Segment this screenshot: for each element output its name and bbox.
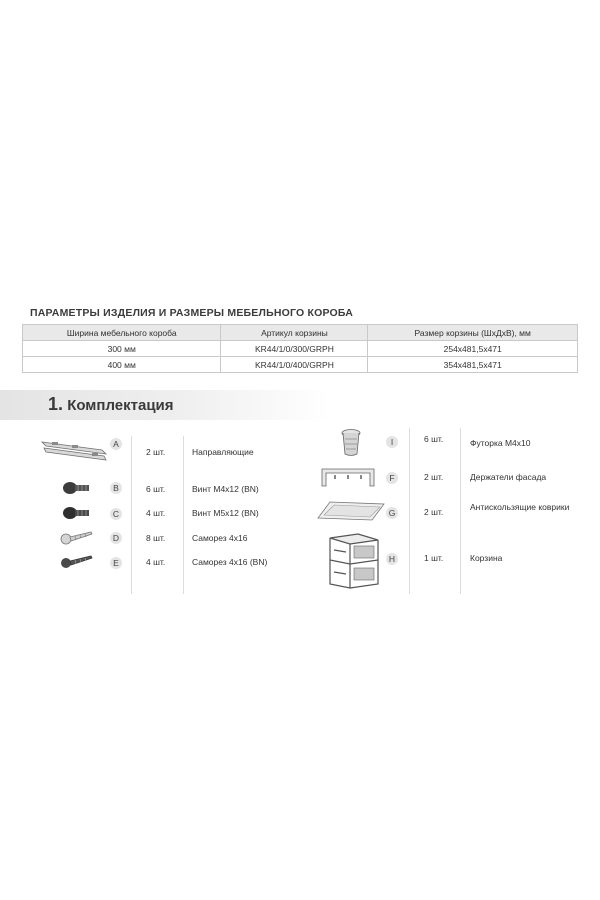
item-letter-badge: A (110, 438, 122, 450)
item-quantity: 2 шт. (424, 507, 444, 517)
column-divider (409, 428, 410, 594)
table-header-cell: Артикул корзины (221, 325, 368, 341)
item-name: Саморез 4х16 (192, 533, 248, 543)
table-cell: 300 мм (23, 341, 221, 357)
wood-screw-icon (60, 527, 94, 547)
table-cell: KR44/1/0/400/GRPH (221, 357, 368, 373)
item-letter-badge: D (110, 532, 122, 544)
item-name: Держатели фасада (470, 472, 547, 482)
column-divider (460, 428, 461, 594)
front-holder-icon (320, 466, 376, 488)
anti-slip-mat-icon (316, 500, 386, 522)
table-row (23, 357, 578, 373)
table-cell: 400 мм (23, 357, 221, 373)
column-divider (183, 436, 184, 594)
item-name: Саморез 4х16 (BN) (192, 557, 268, 567)
black-screw-icon (62, 503, 92, 523)
wood-screw-dark-icon (60, 551, 94, 571)
params-table (22, 324, 578, 373)
section-title-text: Комплектация (67, 397, 174, 414)
table-row (23, 341, 578, 357)
item-letter-badge: F (386, 472, 398, 484)
params-title: ПАРАМЕТРЫ ИЗДЕЛИЯ И РАЗМЕРЫ МЕБЕЛЬНОГО КОРОБА (30, 307, 354, 319)
item-letter-badge: I (386, 436, 398, 448)
table-cell: 254х481,5х471 (368, 341, 578, 357)
item-letter-badge: E (110, 557, 122, 569)
item-name: Винт М4х12 (BN) (192, 484, 259, 494)
black-screw-icon (62, 478, 92, 498)
section-title (48, 394, 174, 415)
item-name: Винт М5х12 (BN) (192, 508, 259, 518)
item-quantity: 2 шт. (424, 472, 444, 482)
table-header-row (23, 325, 578, 341)
basket-icon (326, 530, 382, 590)
insert-nut-icon (340, 428, 362, 458)
item-quantity: 6 шт. (146, 484, 166, 494)
table-header-cell: Размер корзины (ШхДхВ), мм (368, 325, 578, 341)
item-quantity: 6 шт. (424, 434, 444, 444)
table-header-cell: Ширина мебельного короба (23, 325, 221, 341)
item-letter-badge: C (110, 508, 122, 520)
item-letter-badge: B (110, 482, 122, 494)
item-name: Футорка М4х10 (470, 438, 531, 448)
item-letter-badge: G (386, 507, 398, 519)
item-quantity: 2 шт. (146, 447, 166, 457)
rail-guide-icon (40, 436, 112, 464)
item-quantity: 4 шт. (146, 557, 166, 567)
item-quantity: 8 шт. (146, 533, 166, 543)
item-name: Антискользящие коврики (470, 502, 570, 512)
item-quantity: 4 шт. (146, 508, 166, 518)
item-name: Направляющие (192, 447, 254, 457)
table-cell: 354х481,5х471 (368, 357, 578, 373)
item-quantity: 1 шт. (424, 553, 444, 563)
item-name: Корзина (470, 553, 503, 563)
section-number: 1. (48, 394, 64, 414)
column-divider (131, 436, 132, 594)
table-cell: KR44/1/0/300/GRPH (221, 341, 368, 357)
item-letter-badge: H (386, 553, 398, 565)
